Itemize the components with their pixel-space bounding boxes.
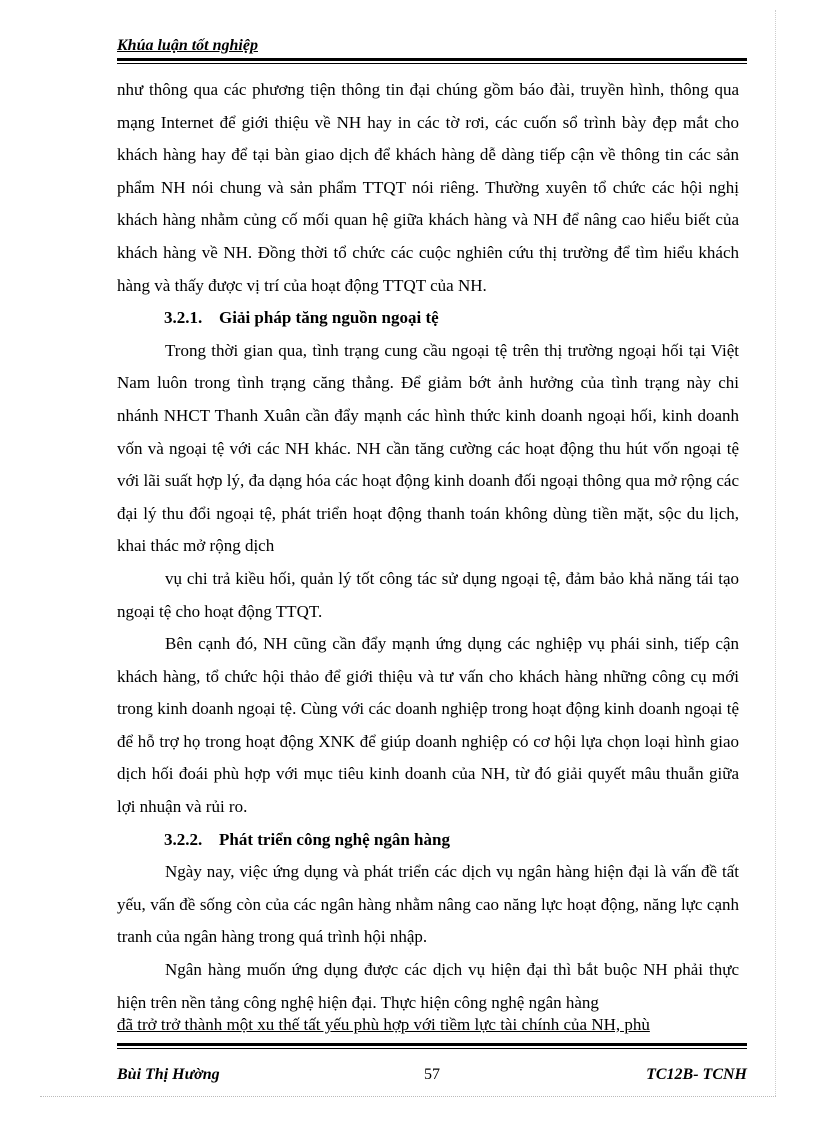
section-heading: [117, 302, 739, 335]
page-last-line: đã trở trở thành một xu thế tất yếu phù hợp với tiềm lực tài chính của NH, phù: [117, 1015, 650, 1034]
document-footer: [117, 1066, 747, 1088]
section-heading: [117, 824, 739, 857]
header-rule-thick: [117, 58, 747, 61]
footer-class-code: TC12B- TCNH: [646, 1066, 747, 1083]
document-header: Khúa luận tốt nghiệp: [117, 37, 258, 54]
footer-rule-thin: [117, 1048, 747, 1049]
paragraph: vụ chi trả kiều hối, quản lý tốt công tác sử dụng ngoại tệ, đảm bảo khả năng tái tạo ngoại tệ cho hoạt động TTQT.: [117, 568, 739, 621]
page-border-dotted-bottom: [40, 1096, 776, 1097]
paragraph: như thông qua các phương tiện thông tin đại chúng gồm báo đài, truyền hình, thông qua mạng Internet để giới thiệu về NH hay in các tờ rơi, các cuốn sổ trình bày đẹp mắt cho khách hàng hay để tại bàn giao dịch để khách hàng dễ dàng tiếp cận về thông tin các sản phẩm NH nói chung và sản phẩm TTQT nói riêng. Thường xuyên tổ chức các hội nghị khách hàng nhằm củng cố mối quan hệ giữa khách hàng và NH để nâng cao hiểu biết của khách hàng về NH. Đồng thời tổ chức các cuộc nghiên cứu thị trường để tìm hiểu khách hàng và thấy được vị trí của hoạt động TTQT của NH.: [117, 80, 739, 295]
section-title: Phát triển công nghệ ngân hàng: [219, 829, 450, 849]
document-body: [117, 74, 739, 1019]
paragraph: Ngân hàng muốn ứng dụng được các dịch vụ hiện đại thì bắt buộc NH phải thực hiện trên nền tảng công nghệ hiện đại. Thực hiện công nghệ ngân hàng: [117, 960, 739, 1012]
section-number: 3.2.1.: [164, 308, 203, 328]
page-number: 57: [424, 1066, 440, 1083]
paragraph: Trong thời gian qua, tình trạng cung cầu ngoại tệ trên thị trường ngoại hối tại Việt Nam luôn trong tình trạng căng thẳng. Để giảm bớt ảnh hưởng của tình trạng này chi nhánh NHCT Thanh Xuân cần đẩy mạnh các hình thức kinh doanh ngoại hối, kinh doanh vốn và ngoại tệ với các NH khác. NH cần tăng cường các hoạt động thu hút vốn ngoại tệ với lãi suất hợp lý, đa dạng hóa các hoạt động kinh doanh đối ngoại thông qua mở rộng các đại lý thu đổi ngoại tệ, phát triển hoạt động thanh toán không dùng tiền mặt, sộc du lịch, khai thác mở rộng dịch: [117, 340, 739, 556]
footer-author: Bùi Thị Hường: [117, 1066, 220, 1083]
section-title: Giải pháp tăng nguồn ngoại tệ: [219, 308, 439, 328]
page-border-dotted-right: [775, 10, 776, 1096]
paragraph: Ngày nay, việc ứng dụng và phát triển các dịch vụ ngân hàng hiện đại là vấn đề tất yếu, vấn đề sống còn của các ngân hàng nhằm nâng cao năng lực hoạt động, năng lực cạnh tranh của ngân hàng trong quá trình hội nhập.: [117, 862, 739, 947]
section-number: 3.2.2.: [164, 829, 203, 849]
paragraph: Bên cạnh đó, NH cũng cần đẩy mạnh ứng dụng các nghiệp vụ phái sinh, tiếp cận khách hàng, tổ chức hội thảo để giới thiệu và tư vấn cho khách hàng những công cụ mới trong kinh doanh ngoại tệ. Cùng với các doanh nghiệp trong hoạt động kinh doanh ngoại tệ để hỗ trợ họ trong hoạt động XNK để giúp doanh nghiệp có cơ hội lựa chọn loại hình giao dịch hối đoái phù hợp với mục tiêu kinh doanh của NH, từ đó giải quyết mâu thuẫn giữa lợi nhuận và rủi ro.: [117, 634, 739, 817]
header-rule-thin: [117, 63, 747, 64]
footer-rule-thick: [117, 1043, 747, 1046]
